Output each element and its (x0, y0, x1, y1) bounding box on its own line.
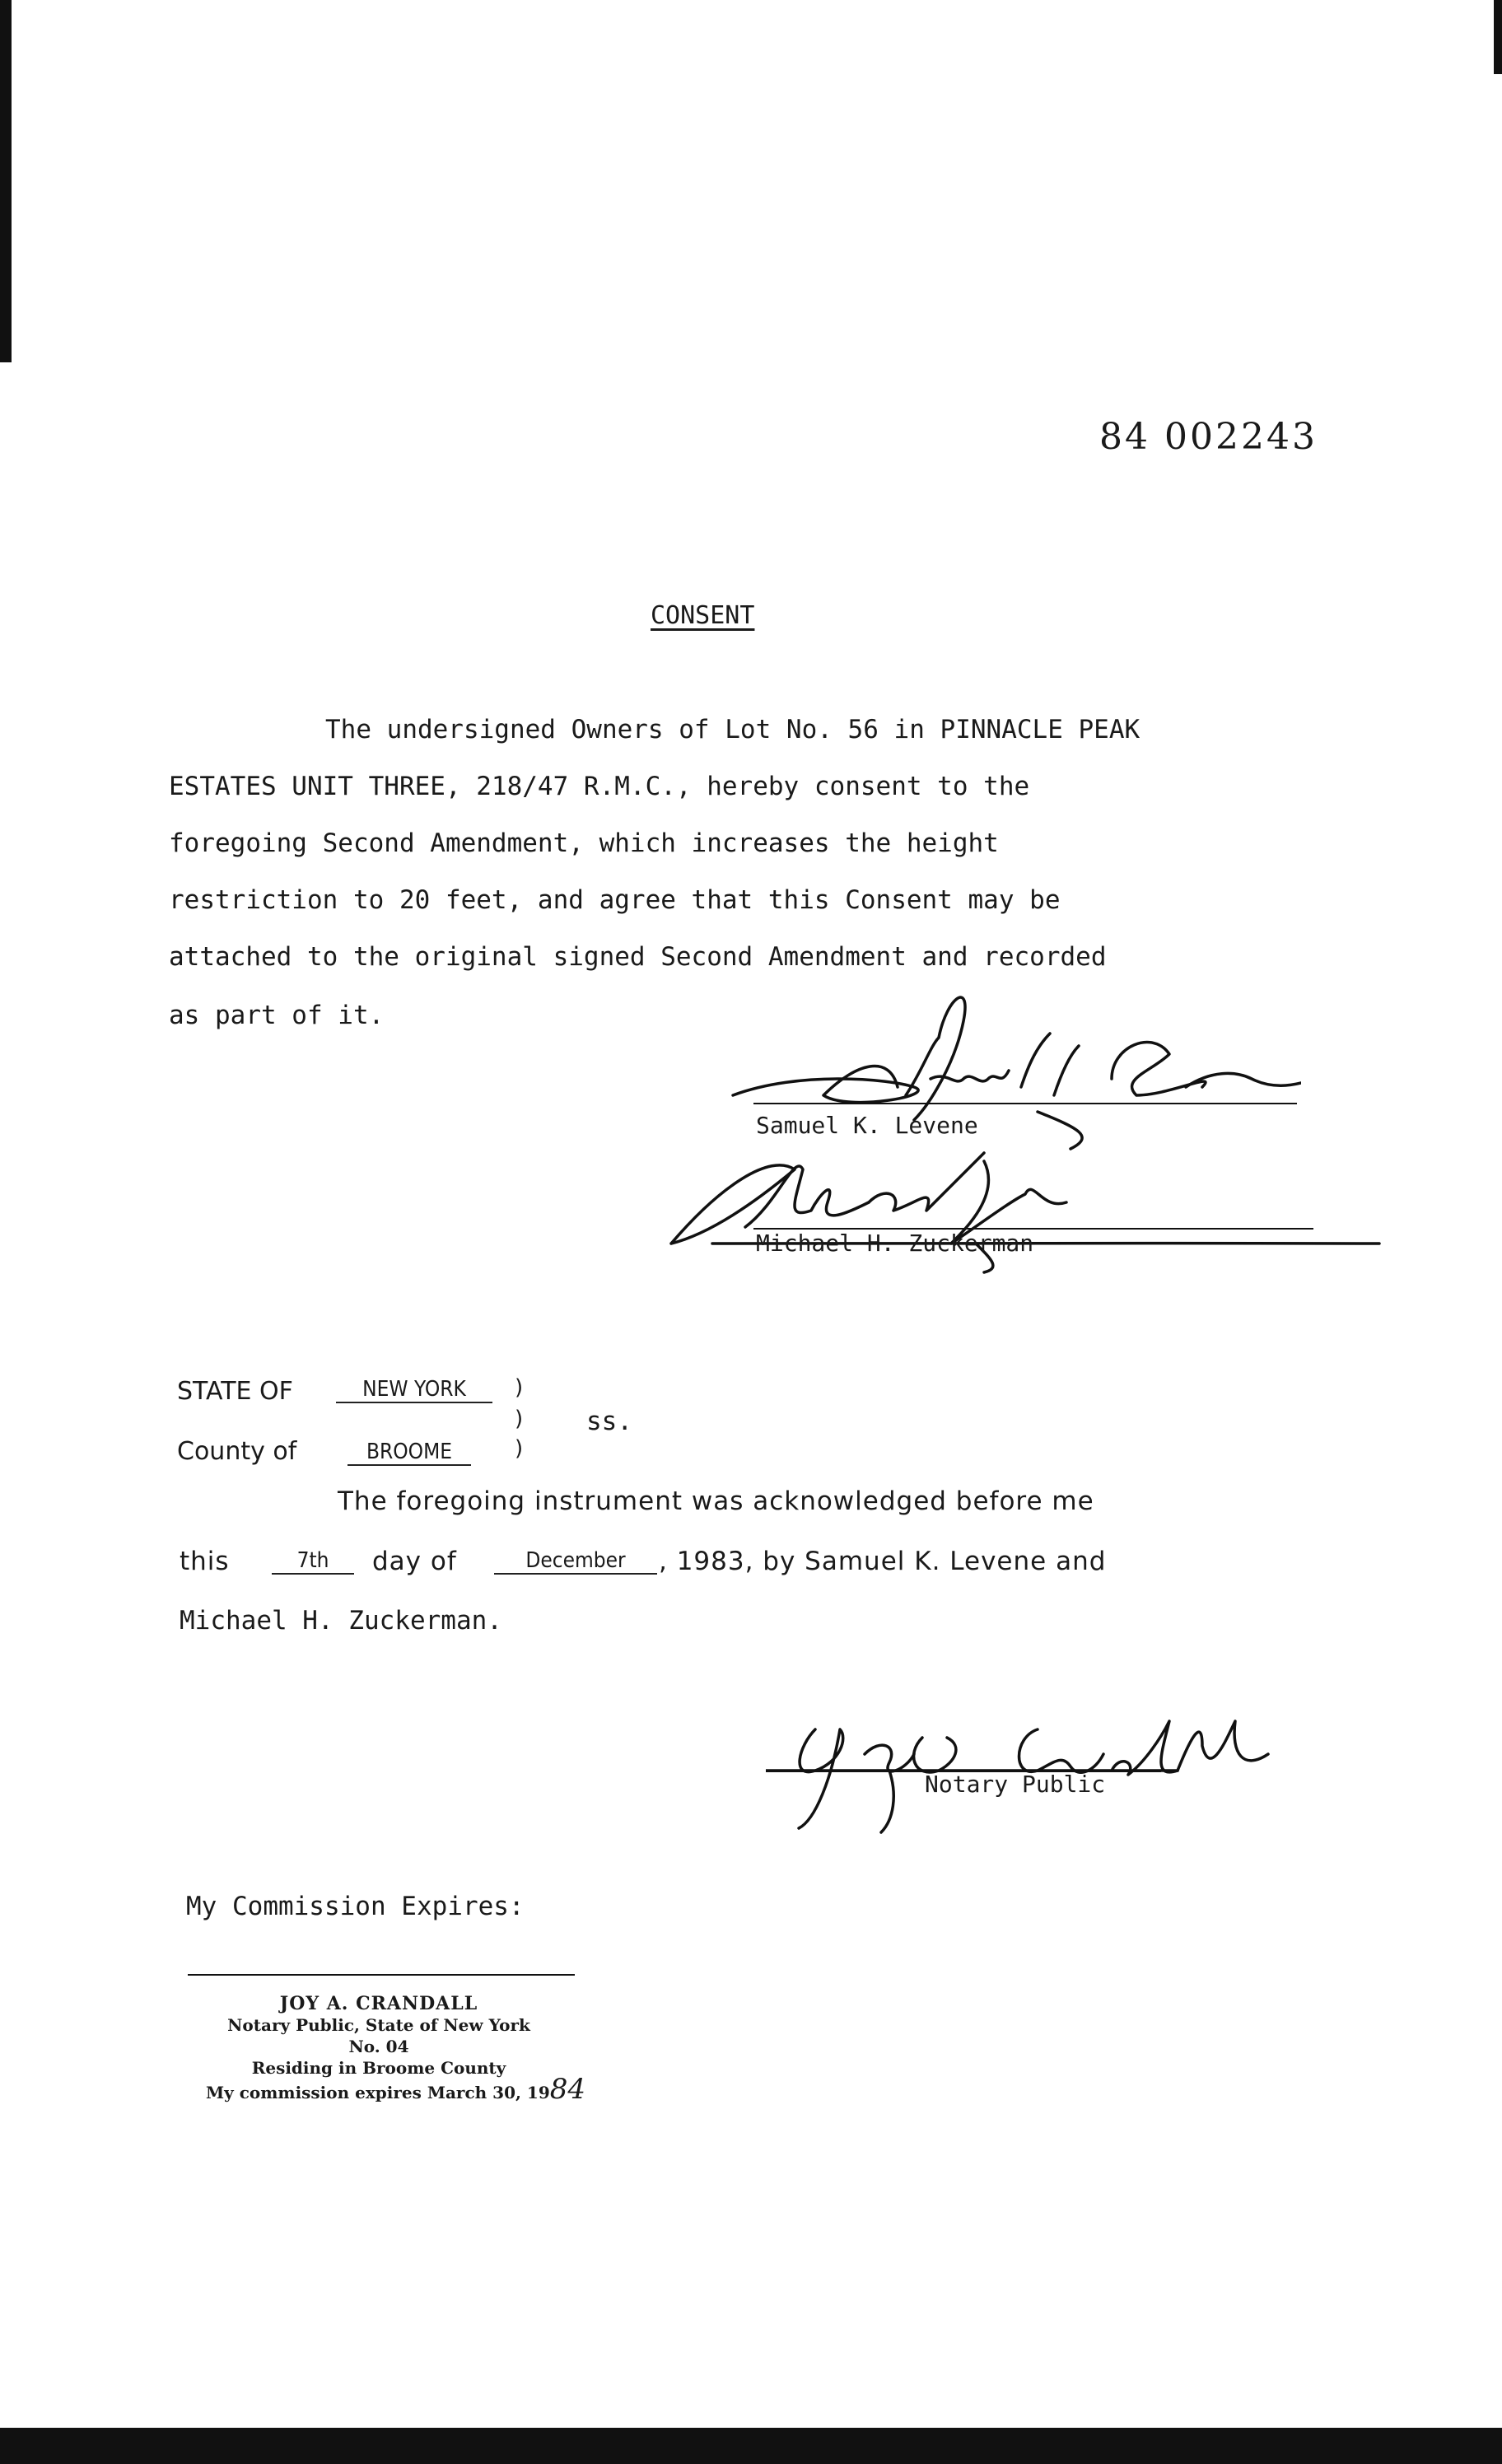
paren-1: ) (515, 1375, 524, 1400)
body-line-1: The undersigned Owners of Lot No. 56 in PINNACLE PEAK (325, 715, 1140, 744)
stamp-line-4: Residing in Broome County (251, 2058, 506, 2078)
ack-day-of: day of (372, 1547, 457, 1576)
signatory-name-1: Samuel K. Levene (756, 1112, 978, 1139)
commission-label: My Commission Expires: (186, 1892, 525, 1921)
ack-rest: , 1983, by Samuel K. Levene and (659, 1547, 1107, 1576)
notary-stamp (206, 1993, 586, 2106)
stamp-handwritten-year: 84 (549, 2073, 586, 2106)
paren-2: ) (515, 1407, 524, 1431)
signature-notary (766, 1688, 1285, 1836)
stamp-line-2: Notary Public, State of New York (227, 2015, 530, 2035)
county-value: BROOME (348, 1440, 471, 1466)
body-line-5: attached to the original signed Second Amendment and recorded (169, 942, 1107, 972)
body-line-3: foregoing Second Amendment, which increases the height (169, 828, 999, 858)
commission-line (188, 1974, 575, 1976)
scan-edge-bottom (0, 2428, 1502, 2464)
county-label: County of (177, 1437, 297, 1466)
scan-edge-right (1494, 0, 1502, 74)
scan-edge-left (0, 0, 12, 362)
stamp-name: JOY A. CRANDALL (279, 1993, 478, 2014)
ack-this: this (180, 1547, 230, 1576)
paren-3: ) (515, 1436, 524, 1461)
ack-line-3: Michael H. Zuckerman. (180, 1606, 502, 1636)
ack-line-1: The foregoing instrument was acknowledged before me (338, 1486, 1094, 1516)
state-label: STATE OF (177, 1377, 293, 1406)
page-title: CONSENT (651, 601, 755, 630)
ack-month: December (494, 1548, 657, 1575)
signatory-name-2: Michael H. Zuckerman (756, 1230, 1034, 1257)
body-line-4: restriction to 20 feet, and agree that this Consent may be (169, 885, 1061, 915)
body-line-2: ESTATES UNIT THREE, 218/47 R.M.C., hereby consent to the (169, 772, 1030, 801)
body-line-6: as part of it. (169, 1001, 385, 1030)
ss-label: ss. (586, 1407, 632, 1436)
signature-line-1 (753, 1103, 1297, 1104)
stamp-line-3: No. 04 (348, 2037, 409, 2056)
stamp-line-5: My commission expires March 30, 19 (206, 2083, 550, 2102)
ack-day: 7th (272, 1548, 354, 1575)
state-value: NEW YORK (336, 1377, 492, 1403)
document-number: 84 002243 (1099, 416, 1318, 458)
notary-label: Notary Public (925, 1771, 1106, 1798)
